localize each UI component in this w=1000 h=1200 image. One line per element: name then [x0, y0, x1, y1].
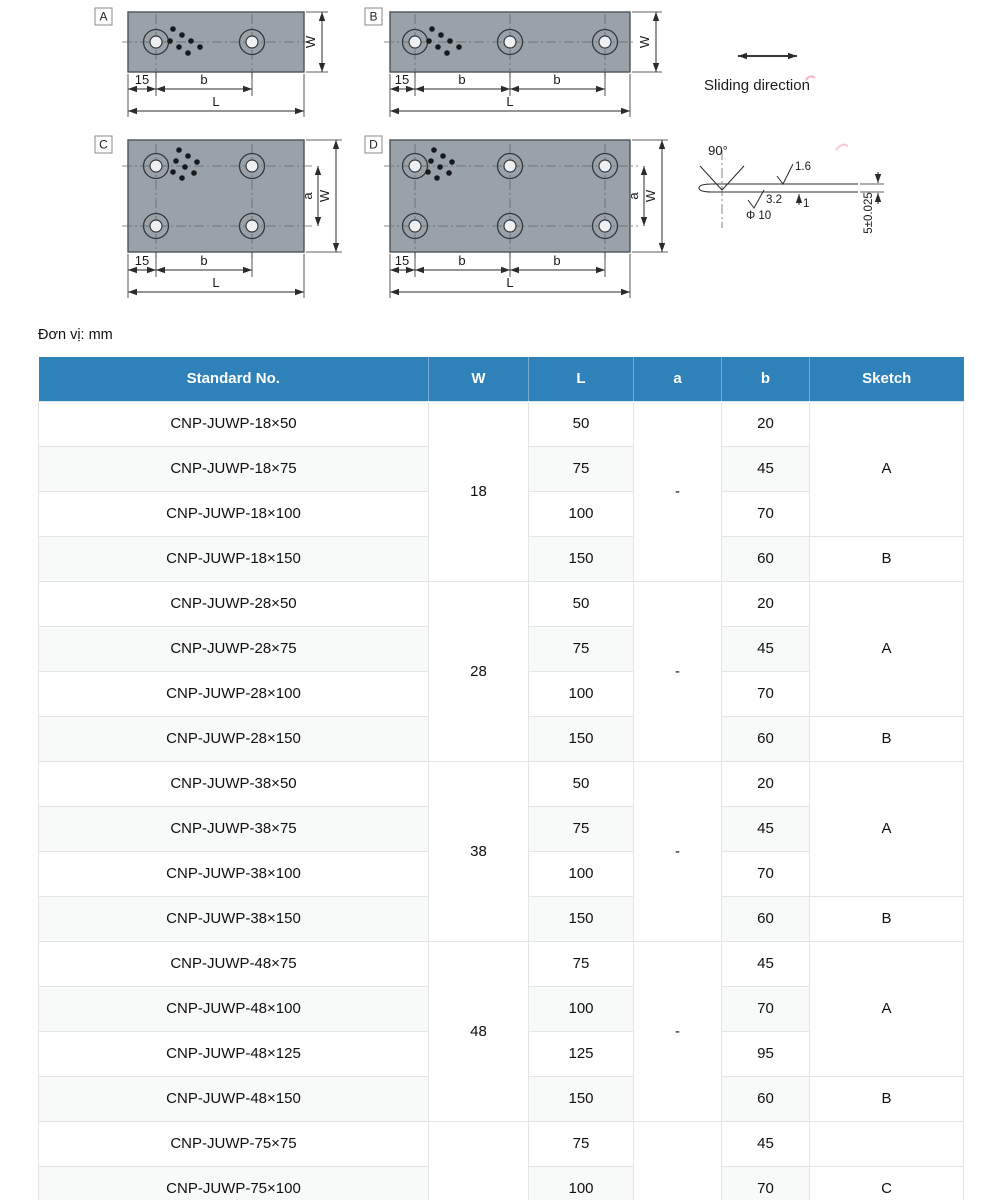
- sketch-cell: C: [810, 1166, 964, 1200]
- spec-row: [39, 401, 964, 446]
- b-cell: 45: [722, 626, 810, 671]
- l-cell: 125: [529, 1031, 634, 1076]
- spec-row: [39, 581, 964, 626]
- b-cell: 45: [722, 446, 810, 491]
- l-cell: 150: [529, 536, 634, 581]
- standard-no-cell: CNP-JUWP-18×150: [39, 536, 429, 581]
- spec-table: [38, 357, 964, 1200]
- standard-no-cell: CNP-JUWP-48×125: [39, 1031, 429, 1076]
- b-cell: 70: [722, 671, 810, 716]
- b-cell: 60: [722, 716, 810, 761]
- surface-finish-top-label: 1.6: [795, 161, 811, 173]
- surface-finish-bottom-label: 3.2: [766, 194, 782, 206]
- standard-no-cell: CNP-JUWP-48×75: [39, 941, 429, 986]
- l-cell: 75: [529, 1121, 634, 1166]
- dim-a-label-c: a: [300, 192, 315, 200]
- dim-l-label-c: L: [212, 275, 220, 290]
- a-group-cell: -: [634, 401, 722, 581]
- l-cell: 50: [529, 401, 634, 446]
- dim-a-label-d: a: [626, 192, 641, 200]
- sketch-cell: B: [810, 1076, 964, 1121]
- b-cell: 45: [722, 806, 810, 851]
- spec-table-container: [38, 357, 964, 1200]
- unit-label: Đơn vị: mm: [38, 327, 113, 343]
- sketch-cell: [810, 1121, 964, 1166]
- sketch-a-label: A: [99, 9, 108, 24]
- a-group-cell: -: [634, 761, 722, 941]
- dim-15-label-d: 15: [394, 253, 410, 268]
- w-group-cell: 28: [429, 581, 529, 761]
- sketch-d-drawing: [365, 136, 668, 298]
- col-header-sketch: Sketch: [810, 357, 964, 401]
- l-cell: 75: [529, 446, 634, 491]
- plate-c: [128, 140, 304, 252]
- countersink-angle-label: 90°: [708, 143, 728, 158]
- l-cell: 75: [529, 806, 634, 851]
- col-header-w: W: [429, 357, 529, 401]
- l-cell: 100: [529, 986, 634, 1031]
- sketch-c-drawing: [95, 136, 342, 298]
- watermark-artifact-2: [836, 145, 848, 150]
- sketch-cell: B: [810, 536, 964, 581]
- col-header-l: L: [529, 357, 634, 401]
- technical-drawings: [0, 0, 1000, 330]
- w-group-cell: 18: [429, 401, 529, 581]
- standard-no-cell: CNP-JUWP-28×50: [39, 581, 429, 626]
- b-cell: 60: [722, 536, 810, 581]
- spec-row: [39, 761, 964, 806]
- dim-l-label-a: L: [212, 94, 220, 109]
- sketch-d-label: D: [369, 137, 378, 152]
- b-cell: 60: [722, 896, 810, 941]
- section-detail-drawing: [699, 143, 884, 234]
- b-cell: 70: [722, 851, 810, 896]
- l-cell: 100: [529, 851, 634, 896]
- l-cell: 150: [529, 896, 634, 941]
- l-cell: 50: [529, 761, 634, 806]
- b-cell: 95: [722, 1031, 810, 1076]
- l-cell: 75: [529, 626, 634, 671]
- sketch-cell: A: [810, 941, 964, 1076]
- l-cell: 75: [529, 941, 634, 986]
- l-cell: 150: [529, 1076, 634, 1121]
- watermark-artifact: [806, 76, 815, 80]
- w-group-cell: 48: [429, 941, 529, 1121]
- standard-no-cell: CNP-JUWP-38×150: [39, 896, 429, 941]
- dim-l-label-b: L: [506, 94, 514, 109]
- l-cell: 100: [529, 671, 634, 716]
- b-cell: 70: [722, 986, 810, 1031]
- dim-b-label-c: b: [200, 253, 208, 268]
- l-cell: 50: [529, 581, 634, 626]
- sliding-direction-label: Sliding direction: [704, 77, 810, 94]
- dim-b-label-b1: b: [458, 72, 466, 87]
- sketch-c-label: C: [99, 137, 108, 152]
- w-group-cell: 38: [429, 761, 529, 941]
- a-group-cell: -: [634, 581, 722, 761]
- b-cell: 70: [722, 491, 810, 536]
- sketch-cell: A: [810, 761, 964, 896]
- col-header-b: b: [722, 357, 810, 401]
- dim-w-label-b: W: [637, 35, 652, 49]
- standard-no-cell: CNP-JUWP-48×150: [39, 1076, 429, 1121]
- dim-b-label-d1: b: [458, 253, 466, 268]
- standard-no-cell: CNP-JUWP-28×150: [39, 716, 429, 761]
- sketch-cell: A: [810, 401, 964, 536]
- standard-no-cell: CNP-JUWP-18×100: [39, 491, 429, 536]
- standard-no-cell: CNP-JUWP-38×100: [39, 851, 429, 896]
- standard-no-cell: CNP-JUWP-75×100: [39, 1166, 429, 1200]
- standard-no-cell: CNP-JUWP-38×50: [39, 761, 429, 806]
- dim-15-label-c: 15: [134, 253, 150, 268]
- spec-row: [39, 941, 964, 986]
- l-cell: 150: [529, 716, 634, 761]
- standard-no-cell: CNP-JUWP-28×100: [39, 671, 429, 716]
- standard-no-cell: CNP-JUWP-75×75: [39, 1121, 429, 1166]
- b-cell: 20: [722, 761, 810, 806]
- l-cell: 100: [529, 1166, 634, 1200]
- l-cell: 100: [529, 491, 634, 536]
- standard-no-cell: CNP-JUWP-38×75: [39, 806, 429, 851]
- standard-no-cell: CNP-JUWP-18×50: [39, 401, 429, 446]
- plate-thickness-label: 5±0.025: [863, 192, 875, 234]
- spec-table-body: [39, 401, 964, 1200]
- countersink-depth-label: 1: [803, 198, 810, 210]
- sketch-cell: B: [810, 896, 964, 941]
- col-header-a: a: [634, 357, 722, 401]
- b-cell: 70: [722, 1166, 810, 1200]
- standard-no-cell: CNP-JUWP-18×75: [39, 446, 429, 491]
- b-cell: 20: [722, 581, 810, 626]
- dim-b-label-b2: b: [553, 72, 561, 87]
- spec-table-head: [39, 357, 964, 401]
- sketch-cell: B: [810, 716, 964, 761]
- b-cell: 60: [722, 1076, 810, 1121]
- dim-15-label-b: 15: [394, 72, 410, 87]
- spec-row: [39, 1121, 964, 1166]
- b-cell: 20: [722, 401, 810, 446]
- b-cell: 45: [722, 941, 810, 986]
- hole-diameter-label: Φ 10: [746, 210, 772, 222]
- a-group-cell: [634, 1121, 722, 1200]
- b-cell: 45: [722, 1121, 810, 1166]
- sketch-b-label: B: [369, 9, 378, 24]
- sketch-cell: A: [810, 581, 964, 716]
- standard-no-cell: CNP-JUWP-28×75: [39, 626, 429, 671]
- sketch-b-drawing: [365, 8, 662, 117]
- dim-w-label-a: W: [303, 35, 318, 49]
- standard-no-cell: CNP-JUWP-48×100: [39, 986, 429, 1031]
- sketch-a-drawing: [95, 8, 328, 117]
- col-header-standard-no: Standard No.: [39, 357, 429, 401]
- dim-b-label-a: b: [200, 72, 208, 87]
- dim-w-label-c: W: [317, 189, 332, 203]
- w-group-cell: [429, 1121, 529, 1200]
- table-header-row: [39, 357, 964, 401]
- dim-w-label-d: W: [643, 189, 658, 203]
- dim-15-label-a: 15: [134, 72, 150, 87]
- dim-l-label-d: L: [506, 275, 514, 290]
- a-group-cell: -: [634, 941, 722, 1121]
- sliding-direction: [704, 56, 815, 94]
- dim-b-label-d2: b: [553, 253, 561, 268]
